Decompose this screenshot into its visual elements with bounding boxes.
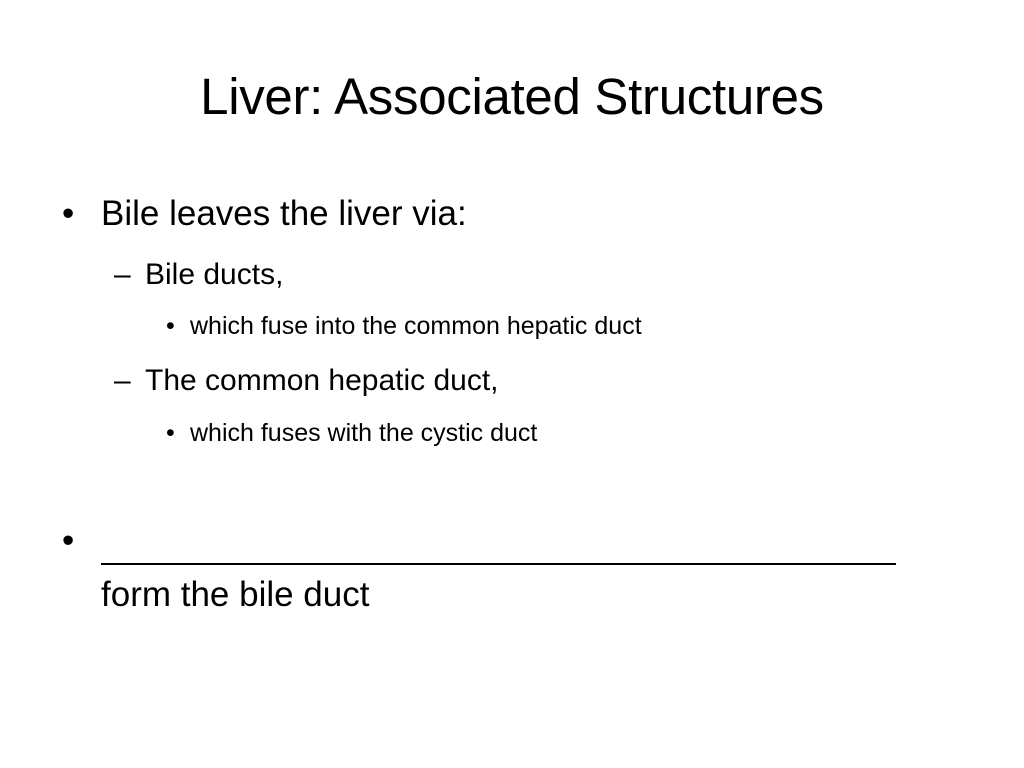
sub-bullet-text: Bile ducts, <box>145 258 284 291</box>
sub-bullet-marker: – <box>114 364 131 397</box>
sub-sub-bullet-text: which fuses with the cystic duct <box>190 419 538 447</box>
slide-title: Liver: Associated Structures <box>200 68 824 125</box>
sub-sub-bullet-marker: • <box>166 419 175 447</box>
sub-sub-bullet-marker: • <box>166 312 175 340</box>
bullet-text: Bile leaves the liver via: <box>101 194 467 233</box>
fill-in-blank-line <box>101 563 896 565</box>
bullet-marker: • <box>62 194 75 233</box>
bullet-text: form the bile duct <box>101 575 370 614</box>
bullet-marker: • <box>62 521 75 560</box>
sub-bullet-marker: – <box>114 258 131 291</box>
sub-bullet-text: The common hepatic duct, <box>145 364 499 397</box>
sub-sub-bullet-text: which fuse into the common hepatic duct <box>190 312 642 340</box>
